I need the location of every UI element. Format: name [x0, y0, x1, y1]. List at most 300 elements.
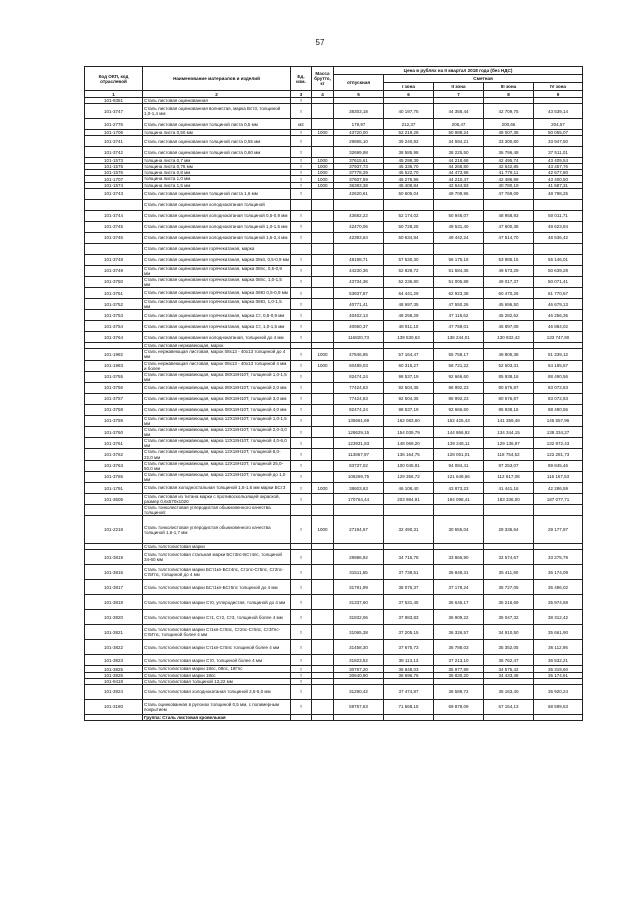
row-zone-2-price: 43 873,23: [434, 483, 484, 494]
header-price-group: Цена в рублях на II квартал 2018 года (без НДС): [334, 67, 583, 75]
header-name: Наименование материалов и изделий: [143, 67, 291, 91]
row-unit: [291, 199, 312, 210]
row-mass: [312, 382, 334, 393]
row-unit: т: [291, 610, 312, 625]
row-zone-4-price: 48 536,42: [534, 232, 583, 243]
row-code: 101-3759: [85, 415, 143, 426]
row-release-price: 82474,24: [334, 404, 384, 415]
row-zone-1-price: 100 045,91: [384, 460, 434, 471]
row-zone-1-price: 203 984,91: [384, 494, 434, 505]
row-zone-2-price: [434, 243, 484, 254]
row-unit: т: [291, 360, 312, 371]
table-row: [85, 199, 583, 210]
row-zone-3-price: [484, 714, 534, 720]
table-row: [85, 699, 583, 714]
row-name: Сталь толстолистовая марки 18пс: [143, 672, 291, 678]
row-mass: [312, 655, 334, 666]
header-zone-3: III зона: [484, 83, 534, 91]
row-code: 101-3750: [85, 276, 143, 287]
row-zone-3-price: 36 796,48: [484, 147, 534, 158]
row-unit: м2: [291, 119, 312, 130]
row-unit: т: [291, 516, 312, 544]
row-zone-1-price: 35 240,82: [384, 136, 434, 147]
row-zone-3-price: 35 352,05: [484, 640, 534, 655]
row-zone-4-price: 48 623,94: [534, 221, 583, 232]
row-unit: т: [291, 684, 312, 699]
row-mass: [312, 188, 334, 199]
row-name: Сталь нержавеющая листовая, марок 08х13 - 40х13 толщиной 4 мм и более: [143, 360, 291, 371]
row-zone-2-price: [434, 199, 484, 210]
table-row: [85, 119, 583, 130]
row-release-price: 31832,06: [334, 610, 384, 625]
row-mass: [312, 415, 334, 426]
page-number: 57: [315, 38, 325, 47]
row-unit: т: [291, 580, 312, 595]
row-zone-3-price: 32 574,67: [484, 550, 534, 565]
row-code: 101-3826: [85, 672, 143, 678]
row-mass: [312, 288, 334, 299]
row-code: 101-3749: [85, 265, 143, 276]
row-mass: [312, 265, 334, 276]
row-release-price: 135661,69: [334, 415, 384, 426]
row-code: 101-3755: [85, 371, 143, 382]
row-mass: [312, 371, 334, 382]
row-code: 101-3747: [85, 104, 143, 119]
column-number: 3: [291, 91, 312, 98]
row-name: Сталь толстолистовая марки: [143, 544, 291, 550]
row-mass: 1000: [312, 360, 334, 371]
row-zone-1-price: 60 315,27: [384, 360, 434, 371]
row-code: 101-1982: [85, 349, 143, 360]
row-zone-1-price: 64 441,29: [384, 288, 434, 299]
row-zone-1-price: 40 197,75: [384, 104, 434, 119]
table-row: [85, 136, 583, 147]
row-zone-1-price: 38 113,13: [384, 655, 434, 666]
row-unit: т: [291, 449, 312, 460]
table-row: [85, 640, 583, 655]
row-release-price: 44230,36: [334, 265, 384, 276]
row-zone-3-price: 200,66: [484, 119, 534, 130]
row-mass: 1000: [312, 158, 334, 164]
row-unit: т: [291, 254, 312, 265]
table-row: [85, 360, 583, 371]
row-mass: [312, 332, 334, 343]
row-mass: [312, 254, 334, 265]
header-release: отпускная: [334, 75, 384, 91]
row-zone-4-price: 36 112,95: [534, 640, 583, 655]
row-zone-1-price: [384, 199, 434, 210]
row-unit: т: [291, 210, 312, 221]
row-zone-4-price: 35 974,68: [534, 595, 583, 610]
row-zone-2-price: 36 909,22: [434, 610, 484, 625]
row-zone-1-price: 36 696,76: [384, 672, 434, 678]
row-name: Сталь листовая оцинкованная горячекатаная, марка: [143, 243, 291, 254]
column-number: 2: [143, 91, 291, 98]
row-release-price: 31823,52: [334, 655, 384, 666]
row-unit: т: [291, 483, 312, 494]
row-release-price: 77424,63: [334, 382, 384, 393]
row-mass: [312, 699, 334, 714]
row-unit: т: [291, 310, 312, 321]
row-zone-1-price: 37 983,83: [384, 610, 434, 625]
row-release-price: 28986,92: [334, 550, 384, 565]
table-row: [85, 321, 583, 332]
row-code: 101-1573: [85, 158, 143, 164]
row-zone-4-price: 55 146,01: [534, 254, 583, 265]
row-zone-4-price: 46 884,02: [534, 321, 583, 332]
row-zone-3-price: 33 300,80: [484, 136, 534, 147]
table-body: [85, 98, 583, 721]
row-zone-4-price: 89 845,46: [534, 460, 583, 471]
row-mass: 1000: [312, 164, 334, 170]
row-unit: т: [291, 494, 312, 505]
row-name: Сталь толстолистовая марки Ст1, Ст2, Ст3, толщиной более 4 мм: [143, 610, 291, 625]
row-zone-4-price: 43 409,54: [534, 158, 583, 164]
row-mass: [312, 438, 334, 449]
row-name: толщина листа 1,0 мм: [143, 176, 291, 182]
row-zone-2-price: 38 225,50: [434, 147, 484, 158]
row-zone-2-price: 49 442,24: [434, 232, 484, 243]
row-release-price: 31065,38: [334, 625, 384, 640]
row-unit: т: [291, 299, 312, 310]
row-code: [85, 243, 143, 254]
row-release-price: 37778,29: [334, 170, 384, 176]
row-release-price: [334, 243, 384, 254]
row-mass: [312, 147, 334, 158]
row-zone-4-price: 50 071,41: [534, 276, 583, 287]
row-mass: [312, 221, 334, 232]
row-mass: 1000: [312, 349, 334, 360]
row-zone-4-price: [534, 714, 583, 720]
row-zone-1-price: 57 164,47: [384, 349, 434, 360]
row-code: 101-3746: [85, 232, 143, 243]
row-mass: [312, 210, 334, 221]
row-code: 101-3825: [85, 666, 143, 672]
row-unit: т: [291, 130, 312, 136]
row-zone-2-price: 56 175,18: [434, 254, 484, 265]
column-number: 8: [484, 91, 534, 98]
row-release-price: 108269,75: [334, 471, 384, 482]
row-unit: т: [291, 371, 312, 382]
column-number: 6: [384, 91, 434, 98]
row-code: 101-1983: [85, 360, 143, 371]
row-release-price: 38303,18: [334, 104, 384, 119]
row-code: 101-3753: [85, 310, 143, 321]
row-code: 101-3824: [85, 684, 143, 699]
row-release-price: 42393,64: [334, 232, 384, 243]
row-code: 101-2776: [85, 119, 143, 130]
row-code: 101-3751: [85, 288, 143, 299]
row-release-price: 83737,02: [334, 460, 384, 471]
row-zone-1-price: 98 537,19: [384, 404, 434, 415]
row-code: 101-3763: [85, 460, 143, 471]
row-zone-3-price: 34 575,42: [484, 666, 534, 672]
row-zone-3-price: 53 985,15: [484, 254, 534, 265]
row-zone-3-price: 48 958,93: [484, 210, 534, 221]
row-zone-3-price: 45 897,08: [484, 321, 534, 332]
row-name: Сталь толстолистовая марки Ст1кп-Ст5пс, Ст2пс-Ст5пс, Ст3Гпс-Ст5Гпс, толщиной более 4 мм: [143, 625, 291, 640]
row-zone-1-price: 38 075,37: [384, 580, 434, 595]
row-unit: т: [291, 438, 312, 449]
table-row: [85, 494, 583, 505]
row-mass: [312, 625, 334, 640]
row-unit: т: [291, 221, 312, 232]
row-zone-2-price: 44 210,47: [434, 176, 484, 182]
row-name: Сталь листовая нержавеющая, марка 12Х18Н10Т, толщиной до 1,0 мм: [143, 471, 291, 482]
row-zone-3-price: 47 514,70: [484, 232, 534, 243]
row-mass: [312, 232, 334, 243]
row-zone-2-price: 42 644,93: [434, 182, 484, 188]
row-code: 101-3741: [85, 136, 143, 147]
row-mass: [312, 610, 334, 625]
row-code: 101-3748: [85, 254, 143, 265]
row-mass: [312, 684, 334, 699]
table-row: [85, 595, 583, 610]
row-name: Сталь толстолистовая марки БСт1кп-БСт4пс, Ст1пс-Ст5пс, Ст2пс-Ст5Гпс, толщиной до 4 мм: [143, 565, 291, 580]
row-zone-3-price: 35 216,69: [484, 595, 534, 610]
row-zone-3-price: 42 495,74: [484, 158, 534, 164]
row-zone-1-price: 52 828,72: [384, 265, 434, 276]
row-code: 101-3818: [85, 595, 143, 610]
row-code: 101-9418: [85, 678, 143, 684]
row-zone-2-price: 36 589,72: [434, 684, 484, 699]
row-name: толщина листа 1,5 мм: [143, 182, 291, 188]
row-release-price: 47846,85: [334, 349, 384, 360]
row-zone-2-price: [434, 505, 484, 516]
row-zone-3-price: 41 779,11: [484, 170, 534, 176]
row-zone-3-price: 35 727,05: [484, 580, 534, 595]
row-zone-1-price: 48 697,35: [384, 299, 434, 310]
row-zone-4-price: 29 177,97: [534, 516, 583, 544]
row-mass: 1000: [312, 170, 334, 176]
row-zone-3-price: [484, 505, 534, 516]
row-zone-4-price: 43 457,76: [534, 164, 583, 170]
row-zone-3-price: 85 938,16: [484, 404, 534, 415]
table-row: [85, 265, 583, 276]
row-zone-2-price: 36 326,57: [434, 625, 484, 640]
row-zone-4-price: 48 798,25: [534, 188, 583, 199]
row-code: 101-1706: [85, 130, 143, 136]
row-unit: т: [291, 666, 312, 672]
row-code: 101-3754: [85, 321, 143, 332]
row-release-price: 31290,42: [334, 684, 384, 699]
row-unit: т: [291, 170, 312, 176]
row-code: 101-3745: [85, 221, 143, 232]
row-code: 101-3757: [85, 393, 143, 404]
row-name: Сталь листовая нержавеющая, марка 12Х18Н10Т, толщиной 1,0-1,5 мм: [143, 415, 291, 426]
row-name: Сталь листовая оцинкованная горячекатаная, марка Ст, 0,5-0,9 мм: [143, 310, 291, 321]
row-zone-2-price: 44 218,68: [434, 158, 484, 164]
row-zone-4-price: 51 339,12: [534, 349, 583, 360]
row-zone-3-price: 42 542,85: [484, 164, 534, 170]
row-release-price: 30640,90: [334, 672, 384, 678]
row-code: 101-3744: [85, 210, 143, 221]
row-unit: т: [291, 288, 312, 299]
row-name: Сталь листовая оцинкованная горячекатаная, марка Ст, 1,0-1,5 мм: [143, 321, 291, 332]
row-zone-4-price: 204,57: [534, 119, 583, 130]
row-release-price: 37615,61: [334, 158, 384, 164]
row-zone-1-price: 37 531,45: [384, 595, 434, 610]
table-row: [85, 460, 583, 471]
row-unit: т: [291, 595, 312, 610]
row-zone-2-price: 33 865,90: [434, 550, 484, 565]
row-name: Сталь листовая нержавеющая, марка 12Х18Н10Т, толщиной 8,0-22,0 мм: [143, 449, 291, 460]
row-name: Сталь толстолистовая марки Ст1кп-Ст5пс толщиной более 4 мм: [143, 640, 291, 655]
row-zone-4-price: 35 319,60: [534, 666, 583, 672]
row-zone-2-price: 37 213,10: [434, 655, 484, 666]
row-code: [85, 714, 143, 720]
row-zone-2-price: 55 758,17: [434, 349, 484, 360]
row-unit: [291, 243, 312, 254]
table-row: [85, 393, 583, 404]
row-zone-3-price: 80 676,87: [484, 382, 534, 393]
row-zone-1-price: 32 490,31: [384, 516, 434, 544]
row-code: 101-1574: [85, 182, 143, 188]
row-unit: т: [291, 104, 312, 119]
row-release-price: 36393,38: [334, 182, 384, 188]
row-unit: т: [291, 415, 312, 426]
row-zone-1-price: 57 530,30: [384, 254, 434, 265]
price-table: [84, 66, 583, 721]
header-unit: Ед. изм.: [291, 67, 312, 91]
row-unit: т: [291, 164, 312, 170]
row-release-price: 42470,06: [334, 221, 384, 232]
row-release-price: 38603,63: [334, 483, 384, 494]
row-zone-1-price: 52 219,28: [384, 130, 434, 136]
row-zone-4-price: 88 490,56: [534, 371, 583, 382]
row-code: 101-1791: [85, 483, 143, 494]
row-zone-1-price: 37 205,15: [384, 625, 434, 640]
row-name: Сталь листовая холодностальная толщиной 1,5-1,6 мм марки БСт3: [143, 483, 291, 494]
row-zone-2-price: 194 098,41: [434, 494, 484, 505]
row-zone-3-price: 49 007,38: [484, 130, 534, 136]
row-zone-3-price: 67 154,13: [484, 699, 534, 714]
row-unit: т: [291, 158, 312, 164]
row-unit: т: [291, 188, 312, 199]
row-zone-1-price: 52 174,02: [384, 210, 434, 221]
row-unit: т: [291, 672, 312, 678]
row-zone-2-price: 69 878,09: [434, 699, 484, 714]
row-code: 101-3742: [85, 147, 143, 158]
row-zone-2-price: 35 977,89: [434, 666, 484, 672]
header-zone-4: IV зона: [534, 83, 583, 91]
row-unit: т: [291, 427, 312, 438]
row-code: 101-1575: [85, 164, 143, 170]
row-name: Сталь листовая оцинкованная холоднокатаная, толщиной до 4 мм: [143, 332, 291, 343]
row-release-price: 31458,30: [334, 640, 384, 655]
row-zone-4-price: 61 770,67: [534, 288, 583, 299]
row-release-price: 40402,13: [334, 310, 384, 321]
row-zone-4-price: 42 286,59: [534, 483, 583, 494]
row-unit: т: [291, 147, 312, 158]
row-mass: [312, 427, 334, 438]
row-name: Сталь листовая нержавеющая, марок: [143, 343, 291, 349]
table-row: [85, 243, 583, 254]
row-zone-3-price: [484, 243, 534, 254]
row-zone-3-price: 49 017,37: [484, 276, 534, 287]
table-row: [85, 427, 583, 438]
column-number: 5: [334, 91, 384, 98]
row-zone-1-price: 45 276,96: [384, 176, 434, 182]
row-zone-2-price: 47 759,01: [434, 321, 484, 332]
row-zone-2-price: 62 923,38: [434, 288, 484, 299]
row-code: 101-3819: [85, 550, 143, 565]
row-unit: т: [291, 182, 312, 188]
row-mass: [312, 104, 334, 119]
row-zone-2-price: 51 005,88: [434, 276, 484, 287]
table-row: [85, 276, 583, 287]
row-zone-4-price: 83 072,83: [534, 382, 583, 393]
row-zone-2-price: 50 946,07: [434, 210, 484, 221]
row-code: 101-3816: [85, 565, 143, 580]
row-zone-4-price: 50 011,71: [534, 210, 583, 221]
row-zone-3-price: 45 696,50: [484, 299, 534, 310]
row-zone-1-price: [384, 714, 434, 720]
row-zone-2-price: 92 666,60: [434, 404, 484, 415]
row-zone-4-price: 36 532,21: [534, 655, 583, 666]
row-release-price: 53937,87: [334, 288, 384, 299]
row-code: 101-3817: [85, 580, 143, 595]
table-row: [85, 254, 583, 265]
row-name: Сталь листовая оцинкованная толщиной листа 1,6 мм: [143, 188, 291, 199]
row-code: 101-3752: [85, 299, 143, 310]
table-row: [85, 505, 583, 516]
row-zone-3-price: 129 136,97: [484, 438, 534, 449]
row-mass: [312, 276, 334, 287]
row-release-price: 77424,63: [334, 393, 384, 404]
row-release-price: 123931,83: [334, 438, 384, 449]
row-name: Сталь листовая оцинкованная горячекатаная, марка 08Ю, 1,0-1,5 мм: [143, 299, 291, 310]
row-zone-1-price: 92 504,35: [384, 393, 434, 404]
row-zone-2-price: 58 721,22: [434, 360, 484, 371]
row-name: Сталь листовая оцинкованная холоднокатаная толщиной 0,5-0,9 мм: [143, 210, 291, 221]
row-zone-3-price: [484, 199, 534, 210]
row-unit: т: [291, 321, 312, 332]
row-name: Сталь листовая оцинкованная волнистая, марка Вст3, толщиной 1,0-1,4 мм: [143, 104, 291, 119]
row-zone-3-price: 49 805,38: [484, 349, 534, 360]
row-release-price: 37937,73: [334, 164, 384, 170]
row-code: 101-2218: [85, 516, 143, 544]
row-zone-4-price: 36 496,02: [534, 580, 583, 595]
row-unit: т: [291, 678, 312, 684]
row-zone-1-price: 52 236,80: [384, 276, 434, 287]
row-name: Сталь листовая нержавеющая, марка 12Х18Н10Т, толщиной 25,0-50,0 мм: [143, 460, 291, 471]
row-name: Сталь листовая оцинкованная: [143, 98, 291, 104]
row-zone-1-price: 38 585,98: [384, 147, 434, 158]
row-zone-2-price: 36 848,31: [434, 565, 484, 580]
row-release-price: 43734,36: [334, 276, 384, 287]
row-name: Сталь листовая нержавеющая, марка 12Х18Н10Т, толщиной 4,0-6,0 мм: [143, 438, 291, 449]
row-unit: [291, 714, 312, 720]
row-mass: [312, 471, 334, 482]
column-number-row: [85, 91, 583, 98]
row-zone-4-price: 35 920,24: [534, 684, 583, 699]
row-zone-3-price: 80 676,87: [484, 393, 534, 404]
row-zone-4-price: 33 275,79: [534, 550, 583, 565]
row-name: Сталь оцинкованная в рулонах толщиной 0,5 мм, с полимерным покрытием: [143, 699, 291, 714]
row-release-price: 113867,97: [334, 449, 384, 460]
row-code: 101-3823: [85, 655, 143, 666]
row-code: 101-3180: [85, 699, 143, 714]
row-code: [85, 199, 143, 210]
row-mass: [312, 595, 334, 610]
row-mass: [312, 580, 334, 595]
table-row: [85, 550, 583, 565]
row-unit: т: [291, 276, 312, 287]
row-code: 101-3822: [85, 640, 143, 655]
row-name: Сталь толстолистовая марки Ст0, толщиной более 4 мм: [143, 655, 291, 666]
header-code: Код ОКП, код отраслевой: [85, 67, 143, 91]
